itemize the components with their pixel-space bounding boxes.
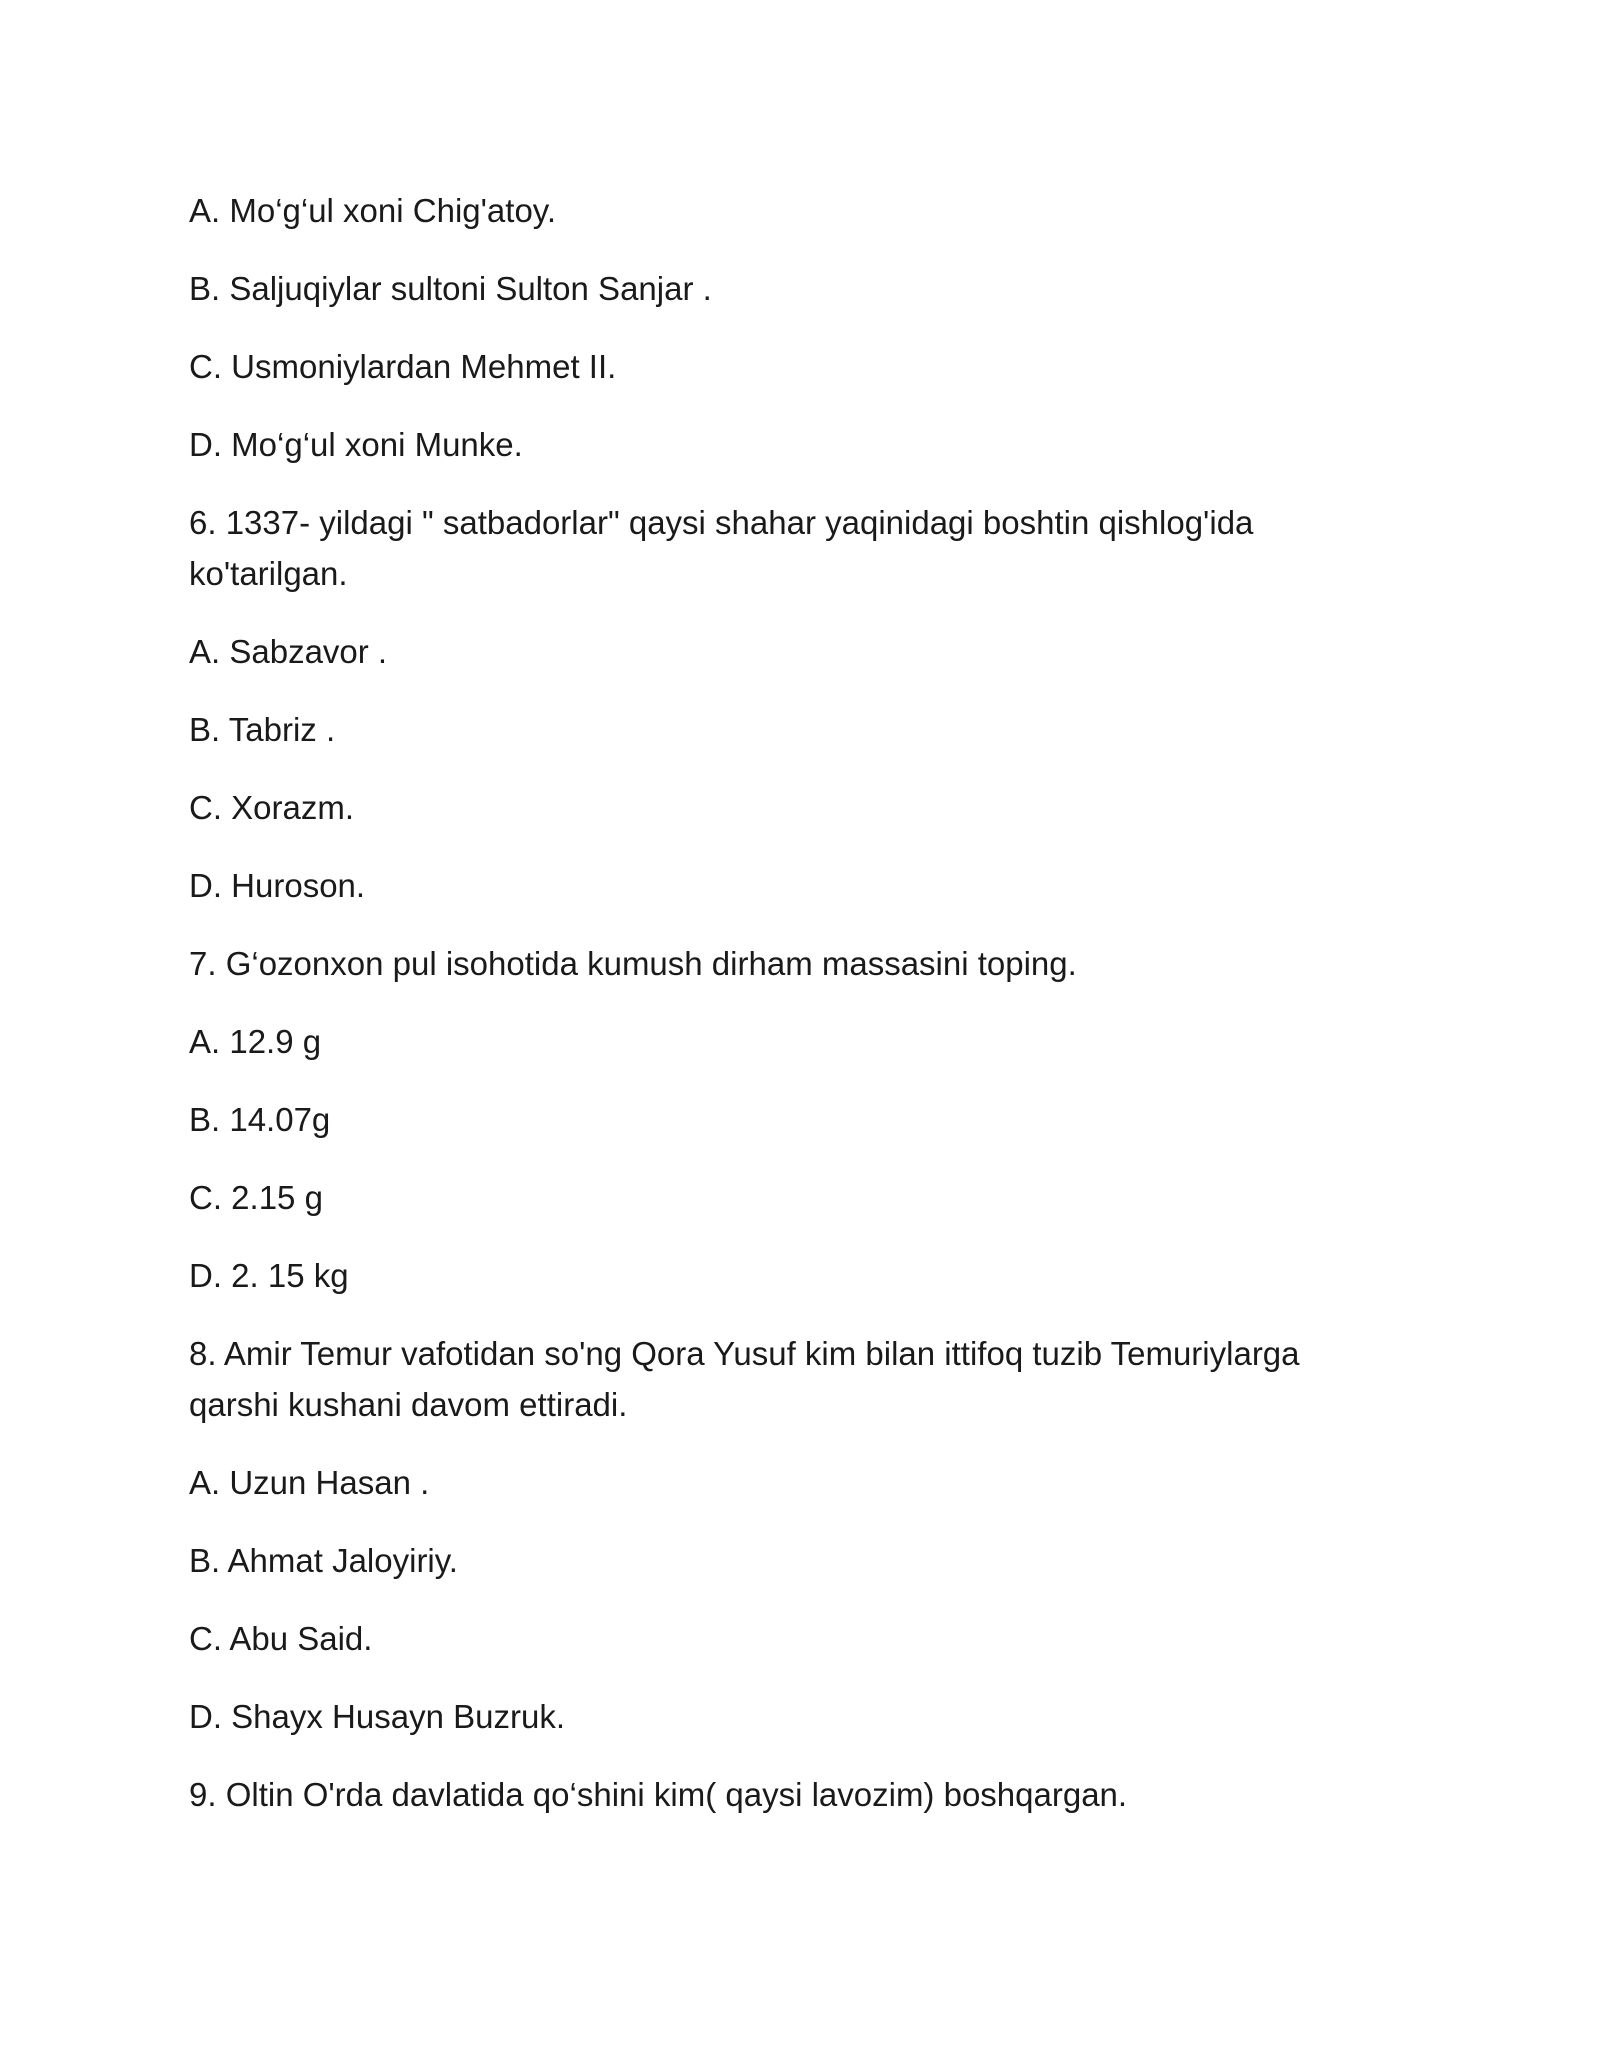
answer-option: D. 2. 15 kg [189,1257,349,1294]
question-text: 6. 1337- yildagi " satbadorlar" qaysi shahar yaqinidagi boshtin qishlog'ida ko'tarilgan. [189,504,1254,592]
answer-option: C. Xorazm. [189,789,355,826]
answer-option: C. Usmoniylardan Mehmet II. [189,348,617,385]
answer-option: A. 12.9 g [189,1023,322,1060]
answer-option: C. 2.15 g [189,1179,323,1216]
answer-option: C. Abu Said. [189,1620,373,1657]
answer-option: B. Tabriz . [189,711,336,748]
answer-option: B. 14.07g [189,1101,331,1138]
question-text: 8. Amir Temur vafotidan so'ng Qora Yusuf kim bilan ittifoq tuzib Temuriylarga qarshi kushani davom ettiradi. [189,1335,1300,1423]
question-text: 9. Oltin O'rda davlatida qo‘shini kim( qaysi lavozim) boshqargan. [189,1776,1128,1813]
answer-option: B. Saljuqiylar sultoni Sulton Sanjar . [189,270,712,307]
document-body [189,185,1369,1847]
answer-option: A. Sabzavor . [189,633,388,670]
question-text: 7. G‘ozonxon pul isohotida kumush dirham massasini toping. [189,945,1077,982]
answer-option: D. Shayx Husayn Buzruk. [189,1698,565,1735]
answer-option: A. Uzun Hasan . [189,1464,430,1501]
answer-option: B. Ahmat Jaloyiriy. [189,1542,458,1579]
answer-option: D. Mo‘g‘ul xoni Munke. [189,426,523,463]
answer-option: A. Mo‘g‘ul xoni Chig'atoy. [189,192,557,229]
answer-option: D. Huroson. [189,867,366,904]
